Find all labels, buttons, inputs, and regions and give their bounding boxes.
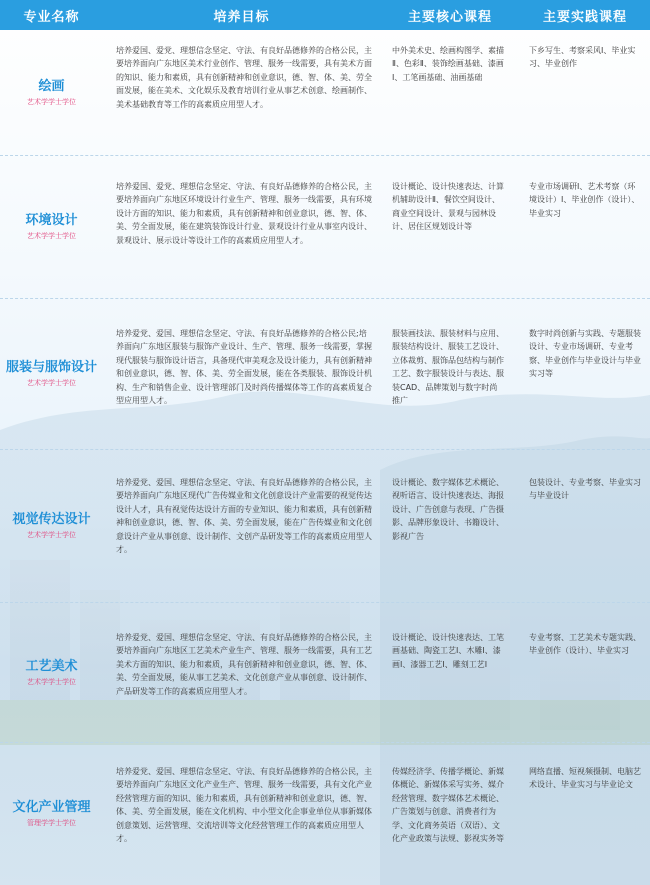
core-courses-text: 中外美术史、绘画构图学、素描Ⅱ、色彩Ⅱ、装饰绘画基础、漆画Ⅰ、工笔画基础、油画基础 — [392, 46, 504, 82]
table-row — [0, 156, 650, 298]
major-cell — [0, 450, 103, 602]
practice-courses-text: 下乡写生、考察采风Ⅰ、毕业实习、毕业创作 — [529, 46, 636, 69]
core-courses-text: 设计概论、设计快速表达、工笔画基础、陶瓷工艺Ⅰ、木雕Ⅰ、漆画Ⅰ、漆器工艺Ⅰ、雕刻工艺Ⅰ — [392, 633, 504, 669]
table-row — [0, 603, 650, 742]
major-cell — [0, 743, 103, 885]
major-cell — [0, 603, 103, 742]
table-row — [0, 450, 650, 602]
major-cell — [0, 299, 103, 449]
degree-label: 艺术学学士学位 — [27, 531, 76, 539]
header-practice-courses: 主要实践课程 — [542, 9, 627, 25]
practice-courses-text: 专业考察、工艺美术专题实践、毕业创作（设计）、毕业实习 — [529, 633, 641, 656]
table-row — [0, 299, 650, 449]
practice-courses-text: 包装设计、专业考察、毕业实习与毕业设计 — [529, 478, 641, 501]
header-training-goal: 培养目标 — [213, 9, 270, 25]
practice-courses-text: 专业市场调研Ⅰ、艺术考察（环境设计）Ⅰ、毕业创作（设计）、毕业实习 — [529, 182, 640, 218]
major-name: 文化产业管理 — [12, 800, 91, 815]
core-courses-text: 服装画技法、服装材料与应用、服装结构设计、服装工艺设计、立体裁剪、服饰品包结构与制作工艺、数字服装设计与表达、服装CAD、品牌策划与数字时尚推广 — [392, 329, 504, 406]
major-cell — [0, 156, 103, 298]
core-courses-text: 设计概论、设计快速表达、计算机辅助设计Ⅱ、餐饮空间设计、商业空间设计、景观与园林设计、居住区规划设计等 — [392, 182, 504, 232]
degree-label: 艺术学学士学位 — [27, 379, 76, 387]
major-name: 绘画 — [38, 78, 65, 94]
degree-label: 艺术学学士学位 — [27, 97, 76, 106]
practice-courses-text: 数字时尚创新与实践、专题服装设计、专业市场调研、专业考察、毕业创作与毕业设计与毕业实习等 — [529, 329, 641, 379]
major-name: 环境设计 — [25, 213, 78, 228]
degree-label: 艺术学学士学位 — [27, 677, 76, 686]
training-goal-text: 培养爱党、爱国、理想信念坚定、守法、有良好品德修养的合格公民，主要培养面向广东地区现代广告传媒业和文化创意设计产业需要的视觉传达设计人才，具有视觉传达设计方面的专业知识、能力和素质，具有创新精神和创业意识，德、智、体、美、劳全面发展，能在广告传媒业和文化创意设计产业从事创意、设计制作、文创产品研发等工作的高素质应用型人才。 — [116, 478, 372, 555]
table-row — [0, 743, 650, 885]
major-name: 服装与服饰设计 — [5, 360, 97, 375]
major-cell — [0, 30, 103, 155]
training-goal-text: 培养爱国、爱党、理想信念坚定、守法、有良好品德修养的合格公民，主要培养面向广东地区环境设计行业生产、管理、服务一线需要，具有环境设计方面的知识、能力和素质，具有创新精神和创业意识，德、智、体、美、劳全面发展，能在建筑装饰设计行业、景观设计行业从事室内设计、景观设计、展示设计等设计工作的高素质应用型人才。 — [116, 182, 372, 245]
training-goal-text: 培养爱国、爱党、理想信念坚定、守法、有良好品德修养的合格公民，主要培养面向广东地区美术行业创作、管理、服务一线需要，具有美术方面的知识、能力和素质，具有创新精神和创业意识，德、智、体、美、劳全面发展，能在美术、文化娱乐及教育培训行业从事艺术创意、绘画制作、美术基础教育等工作的高素质应用型人才。 — [116, 46, 372, 109]
major-name: 视觉传达设计 — [12, 512, 91, 527]
training-goal-text: 培养爱党、爱国、理想信念坚定、守法、有良好品德修养的合格公民，主要培养面向广东地区工艺美术产业生产、管理、服务一线需要，具有工艺美术方面的知识、能力和素质，具有创新精神和创业意识，德、智、体、美、劳全面发展，能从事工艺美术、文化创意产业从事创意、设计制作、产品研发等工作的高素质应用型人才。 — [116, 633, 372, 696]
header-major-name: 专业名称 — [23, 9, 80, 25]
table-row — [0, 30, 650, 155]
core-courses-text: 传媒经济学、传播学概论、新媒体概论、新媒体采写实务、媒介经营管理、数字媒体艺术概论、广告策划与创意、消费者行为学、文化商务英语（双语）、文化产业政策与法规、影视实务等 — [392, 767, 504, 844]
header-core-courses: 主要核心课程 — [407, 9, 492, 25]
table-header — [0, 0, 650, 30]
training-goal-text: 培养爱党、爱国、理想信念坚定、守法、有良好品德修养的合格公民;培养面向广东地区服装与服饰产业设计、生产、管理、服务一线需要，掌握现代服装与服饰设计语言，具备现代审美观念及设计能力，具有创新精神和创业意识，德、智、体、美、劳全面发展，能在各类服装、服饰设计机构、生产和销售企业、设计管理部门及时尚传播媒体等工作的高素质复合型应用型人才。 — [116, 329, 372, 406]
core-courses-text: 设计概论、数字媒体艺术概论、视听语言、设计快速表达、海报设计、广告创意与表现、广告摄影、品牌形象设计、书籍设计、影视广告 — [392, 478, 504, 541]
practice-courses-text: 网络直播、短视频摄制、电脑艺术设计、毕业实习与毕业论文 — [529, 767, 641, 790]
training-goal-text: 培养爱党、爱国、理想信念坚定、守法、有良好品德修养的合格公民，主要培养面向广东地区文化产业生产、管理、服务一线需要，具有文化产业经营管理方面的知识、能力和素质，具有创新精神和创业意识，德、智、体、美、劳全面发展，能在文化机构、中小型文化企事业单位从事新媒体创意策划、运营管理、交流培训等文化经营管理工作的高素质应用型人才。 — [116, 767, 372, 844]
degree-label: 艺术学学士学位 — [27, 232, 76, 240]
degree-label: 管理学学士学位 — [27, 819, 76, 827]
major-name: 工艺美术 — [25, 658, 78, 674]
